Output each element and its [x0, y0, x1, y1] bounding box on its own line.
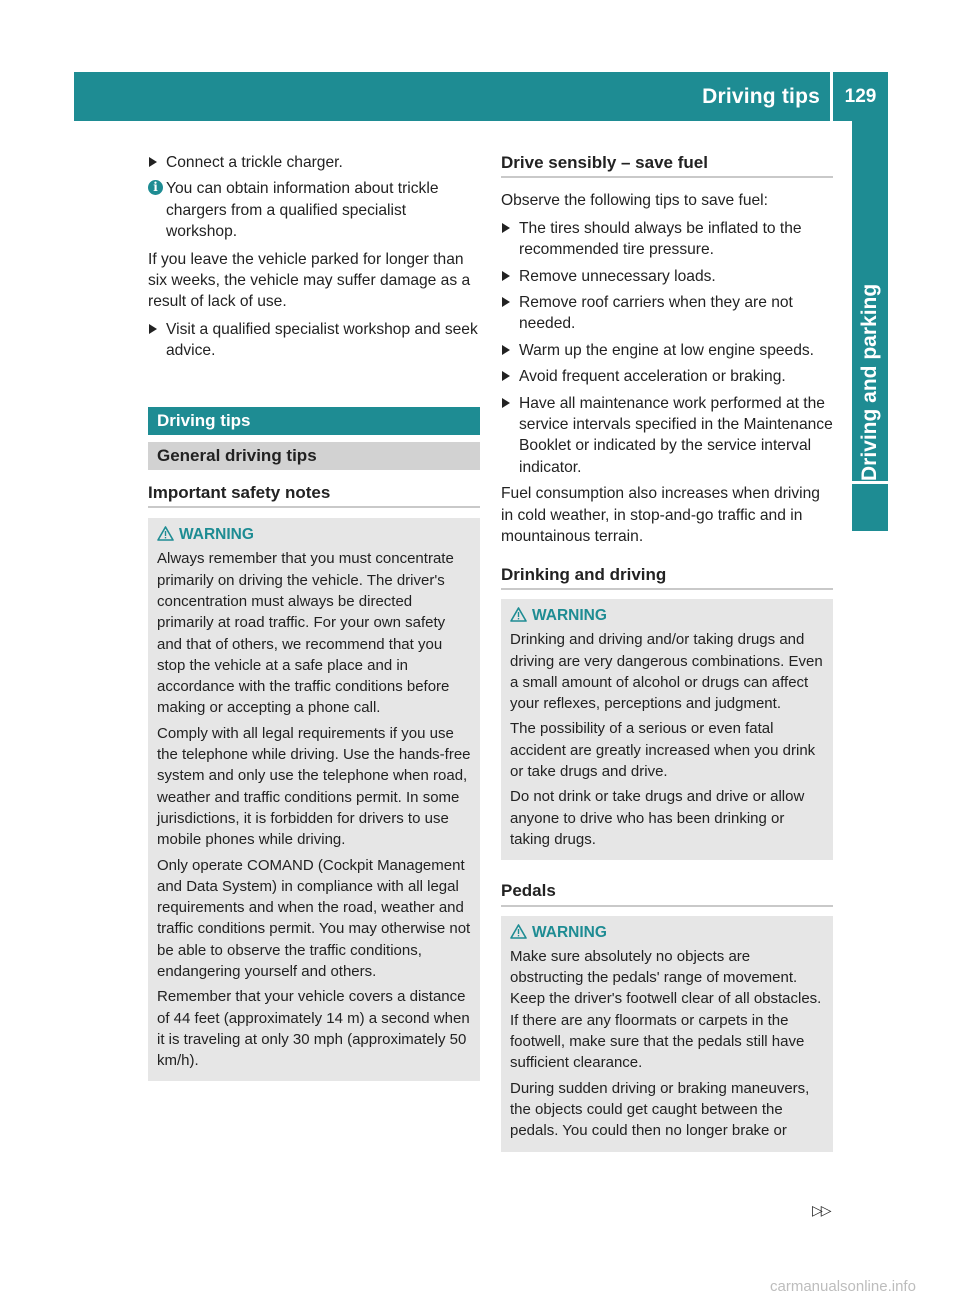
body-paragraph: Observe the following tips to save fuel: — [501, 192, 768, 210]
tip-item — [501, 340, 833, 361]
tip-item — [501, 366, 833, 387]
watermark: carmanualsonline.info — [770, 1278, 916, 1295]
right-column — [501, 152, 833, 1172]
continued-marker: ▷▷ — [812, 1202, 830, 1218]
warning-triangle-icon — [157, 526, 174, 541]
tip-text: The tires should always be inflated to the recommended tire pressure. — [519, 219, 802, 259]
tip-item — [501, 218, 833, 261]
step-arrow-icon — [502, 398, 510, 408]
step-text: Visit a qualified specialist workshop and seek advice. — [166, 320, 478, 360]
warning-title-text: WARNING — [532, 923, 607, 941]
warning-title — [510, 922, 825, 943]
chapter-side-block — [852, 482, 888, 531]
warning-title-text: WARNING — [532, 606, 607, 624]
body-paragraph: If you leave the vehicle parked for longer than six weeks, the vehicle may suffer damage as a result of lack of use. — [148, 250, 471, 311]
tip-text: Avoid frequent acceleration or braking. — [519, 368, 786, 386]
subheading: Important safety notes — [148, 482, 480, 508]
warning-triangle-icon — [510, 924, 527, 939]
section-title: Driving tips — [148, 407, 480, 435]
warning-title-text: WARNING — [179, 526, 254, 544]
warning-paragraph: Do not drink or take drugs and drive or allow anyone to drive who has been drinking or taking drugs. — [510, 788, 805, 848]
warning-title — [510, 605, 825, 626]
spacer — [148, 367, 480, 407]
warning-triangle-icon — [510, 607, 527, 622]
step-arrow-icon — [502, 271, 510, 281]
tip-text: Remove roof carriers when they are not needed. — [519, 294, 793, 333]
info-icon: i — [148, 180, 163, 195]
step-arrow-icon — [502, 345, 510, 355]
warning-paragraph: Always remember that you must concentrate primarily on driving the vehicle. The driver's concentration must always be directed primarily at road traffic. For your own safety and that of others, we recommend that you stop the vehicle at a safe place and in accordance with the traffic conditions before making or accepting a phone call. — [157, 550, 454, 717]
warning-paragraph: Comply with all legal requirements if you use the telephone while driving. Use the hands-free system and only use the telephone when road, weather and traffic conditions permit. In some jurisdictions, it is forbidden for drivers to use mobile phones while driving. — [157, 724, 471, 849]
warning-paragraph: The possibility of a serious or even fatal accident are greatly increased when you drink or take drugs and drive. — [510, 720, 816, 780]
subheading: Drive sensibly – save fuel — [501, 152, 833, 178]
left-column — [148, 152, 480, 1101]
header-title: Driving tips — [702, 85, 820, 108]
tip-text: Warm up the engine at low engine speeds. — [519, 341, 815, 359]
warning-paragraph: Remember that your vehicle covers a distance of 44 feet (approximately 14 m) a second when it is traveling at only 30 mph (approximately 50 km/h). — [157, 988, 470, 1070]
tip-item — [501, 393, 833, 479]
warning-paragraph: Make sure absolutely no objects are obstructing the pedals' range of movement. Keep the driver's footwell clear of all obstacles. If there are any floormats or carpets in the footwell, make sure that the pedals still have sufficient clearance. — [510, 947, 822, 1072]
tip-text: Remove unnecessary loads. — [519, 267, 716, 285]
subheading: Drinking and driving — [501, 564, 833, 590]
warning-box — [501, 599, 833, 860]
page-number: 129 — [844, 86, 877, 107]
step-text: Connect a trickle charger. — [166, 154, 343, 171]
body-paragraph: Fuel consumption also increases when driving in cold weather, in stop-and-go traffic and in mountainous terrain. — [501, 485, 820, 546]
info-note — [148, 178, 480, 242]
step-arrow-icon — [502, 371, 510, 381]
step-arrow-icon — [149, 157, 157, 167]
warning-box — [148, 518, 480, 1081]
warning-paragraph: Drinking and driving and/or taking drugs and driving are very dangerous combinations. Even a small amount of alcohol or drugs can affect your reflexes, perceptions and judgment. — [510, 631, 823, 713]
chapter-side-label: Driving and parking — [858, 283, 881, 481]
warning-box — [501, 916, 833, 1152]
step-arrow-icon — [502, 223, 510, 233]
info-text: You can obtain information about trickle chargers from a qualified specialist workshop. — [166, 180, 439, 241]
subheading: Pedals — [501, 880, 833, 906]
tip-text: Have all maintenance work performed at the service intervals specified in the Maintenance Booklet or indicated by the service interval indicator. — [519, 394, 833, 476]
step-item — [148, 319, 480, 362]
warning-paragraph: During sudden driving or braking maneuvers, the objects could get caught between the pedals. You could then no longer brake or — [510, 1079, 810, 1140]
step-arrow-icon — [149, 324, 157, 334]
tip-item — [501, 292, 833, 335]
subsection-title: General driving tips — [148, 442, 480, 470]
warning-paragraph: Only operate COMAND (Cockpit Management and Data System) in compliance with all legal requirements and when the road, weather and traffic conditions permit. You may otherwise not be able to observe the traffic conditions, endangering yourself and others. — [157, 856, 471, 980]
tip-item — [501, 266, 833, 287]
page-header — [74, 72, 888, 121]
warning-title — [157, 524, 472, 545]
chapter-side-divider — [852, 481, 888, 484]
step-arrow-icon — [502, 297, 510, 307]
step-item — [148, 152, 480, 173]
